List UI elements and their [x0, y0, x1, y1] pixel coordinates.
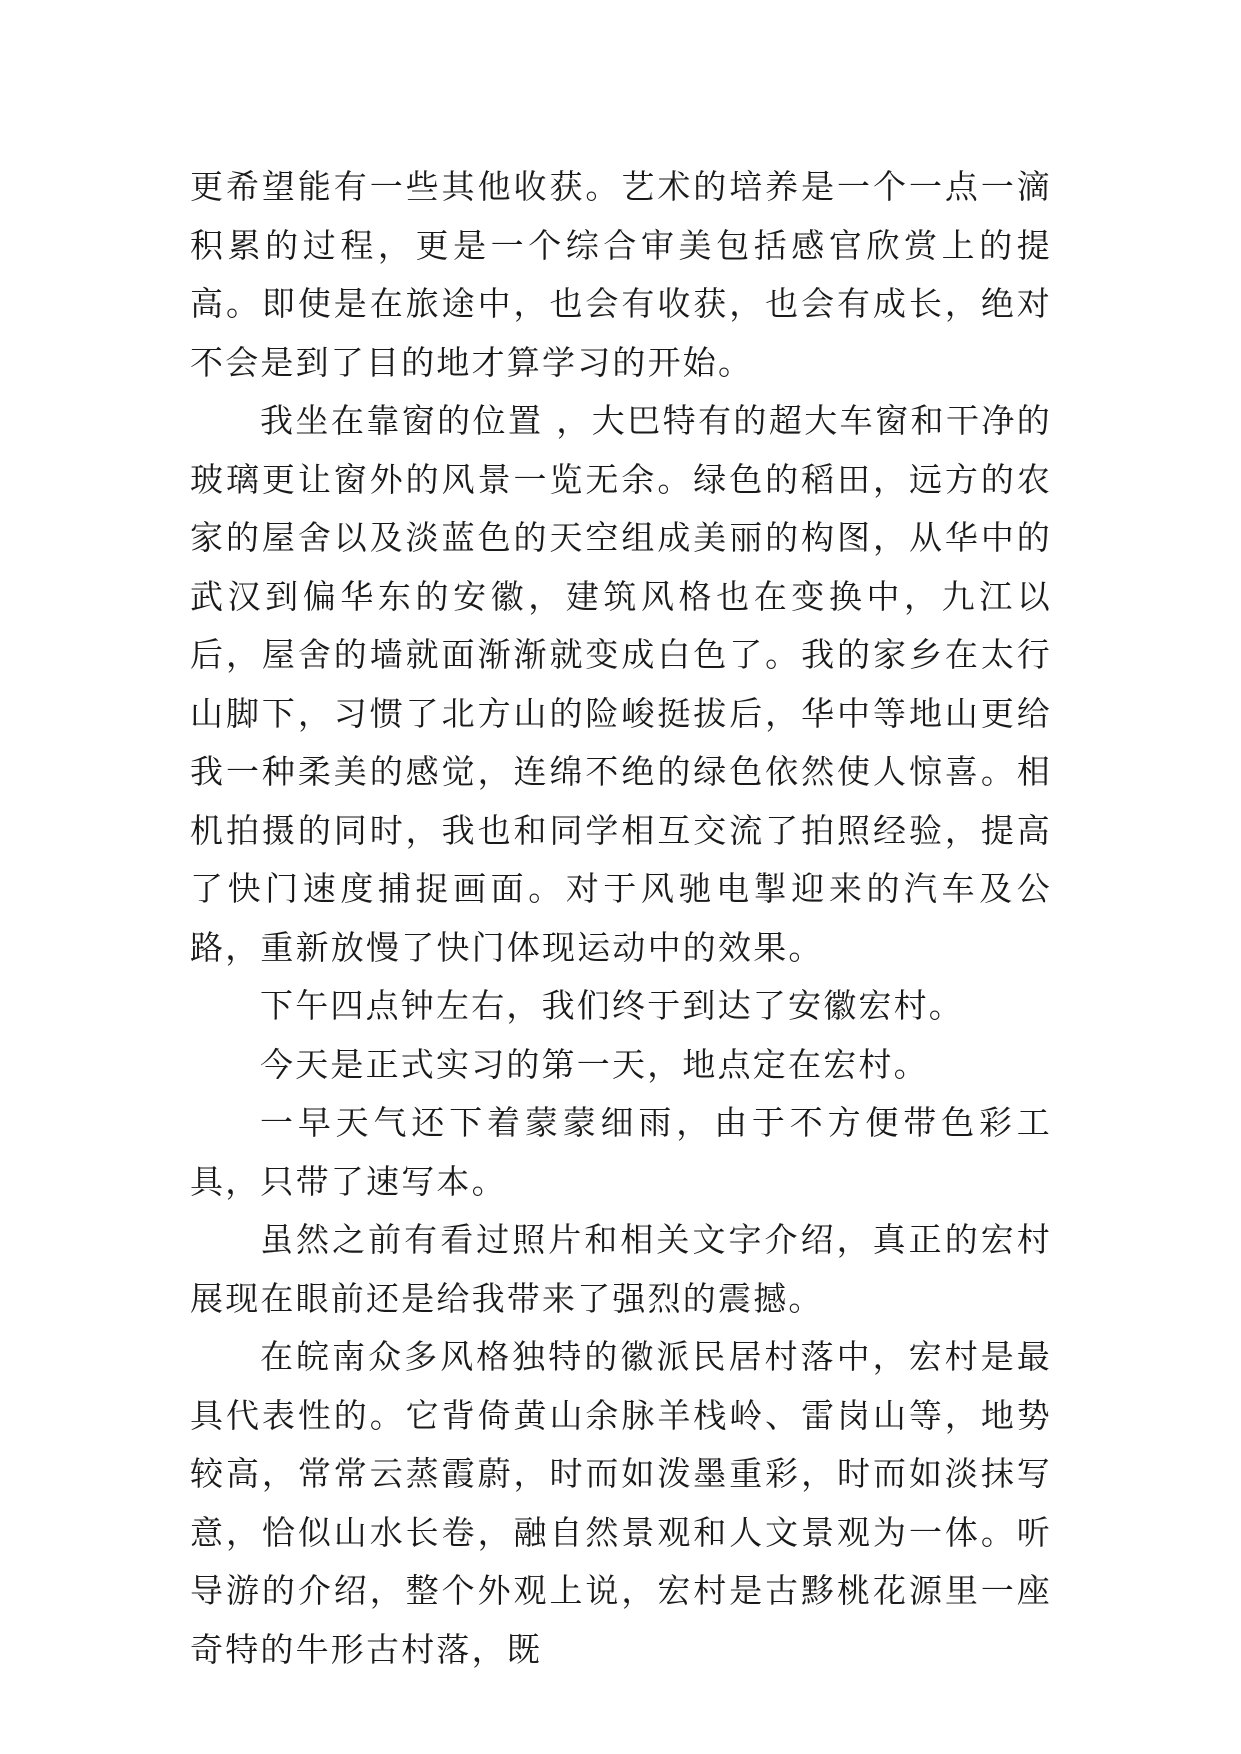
paragraph-7: 在皖南众多风格独特的徽派民居村落中，宏村是最具代表性的。它背倚黄山余脉羊栈岭、雷岗山等，地势较高，常常云蒸霞蔚，时而如泼墨重彩，时而如淡抹写意，恰似山水长卷，融自然景观和人文景观为一体。听导游的介绍，整个外观上说，宏村是古黟桃花源里一座奇特的牛形古村落，既: [190, 1337, 1052, 1669]
paragraph-4: 今天是正式实习的第一天，地点定在宏村。: [260, 1044, 929, 1084]
paragraph-6: 虽然之前有看过照片和相关文字介绍，真正的宏村展现在眼前还是给我带来了强烈的震撼。: [190, 1220, 1052, 1318]
paragraph-5: 一早天气还下着蒙蒙细雨，由于不方便带色彩工具，只带了速写本。: [190, 1103, 1052, 1201]
paragraph-2: 我坐在靠窗的位置 ，大巴特有的超大车窗和干净的玻璃更让窗外的风景一览无余。绿色的稻田，远方的农家的屋舍以及淡蓝色的天空组成美丽的构图，从华中的武汉到偏华东的安徽，建筑风格也在变换中，九江以后，屋舍的墙就面渐渐就变成白色了。我的家乡在太行山脚下，习惯了北方山的险峻挺拔后，华中等地山更给我一种柔美的感觉，连绵不绝的绿色依然使人惊喜。相机拍摄的同时，我也和同学相互交流了拍照经验，提高了快门速度捕捉画面。对于风驰电掣迎来的汽车及公路，重新放慢了快门体现运动中的效果。: [190, 401, 1052, 967]
paragraph-3: 下午四点钟左右，我们终于到达了安徽宏村。: [260, 986, 964, 1025]
document-body: [190, 158, 1052, 1679]
paragraph-1: 更希望能有一些其他收获。艺术的培养是一个一点一滴积累的过程，更是一个综合审美包括感官欣赏上的提高。即使是在旅途中，也会有收获，也会有成长，绝对不会是到了目的地才算学习的开始。: [190, 167, 1052, 382]
